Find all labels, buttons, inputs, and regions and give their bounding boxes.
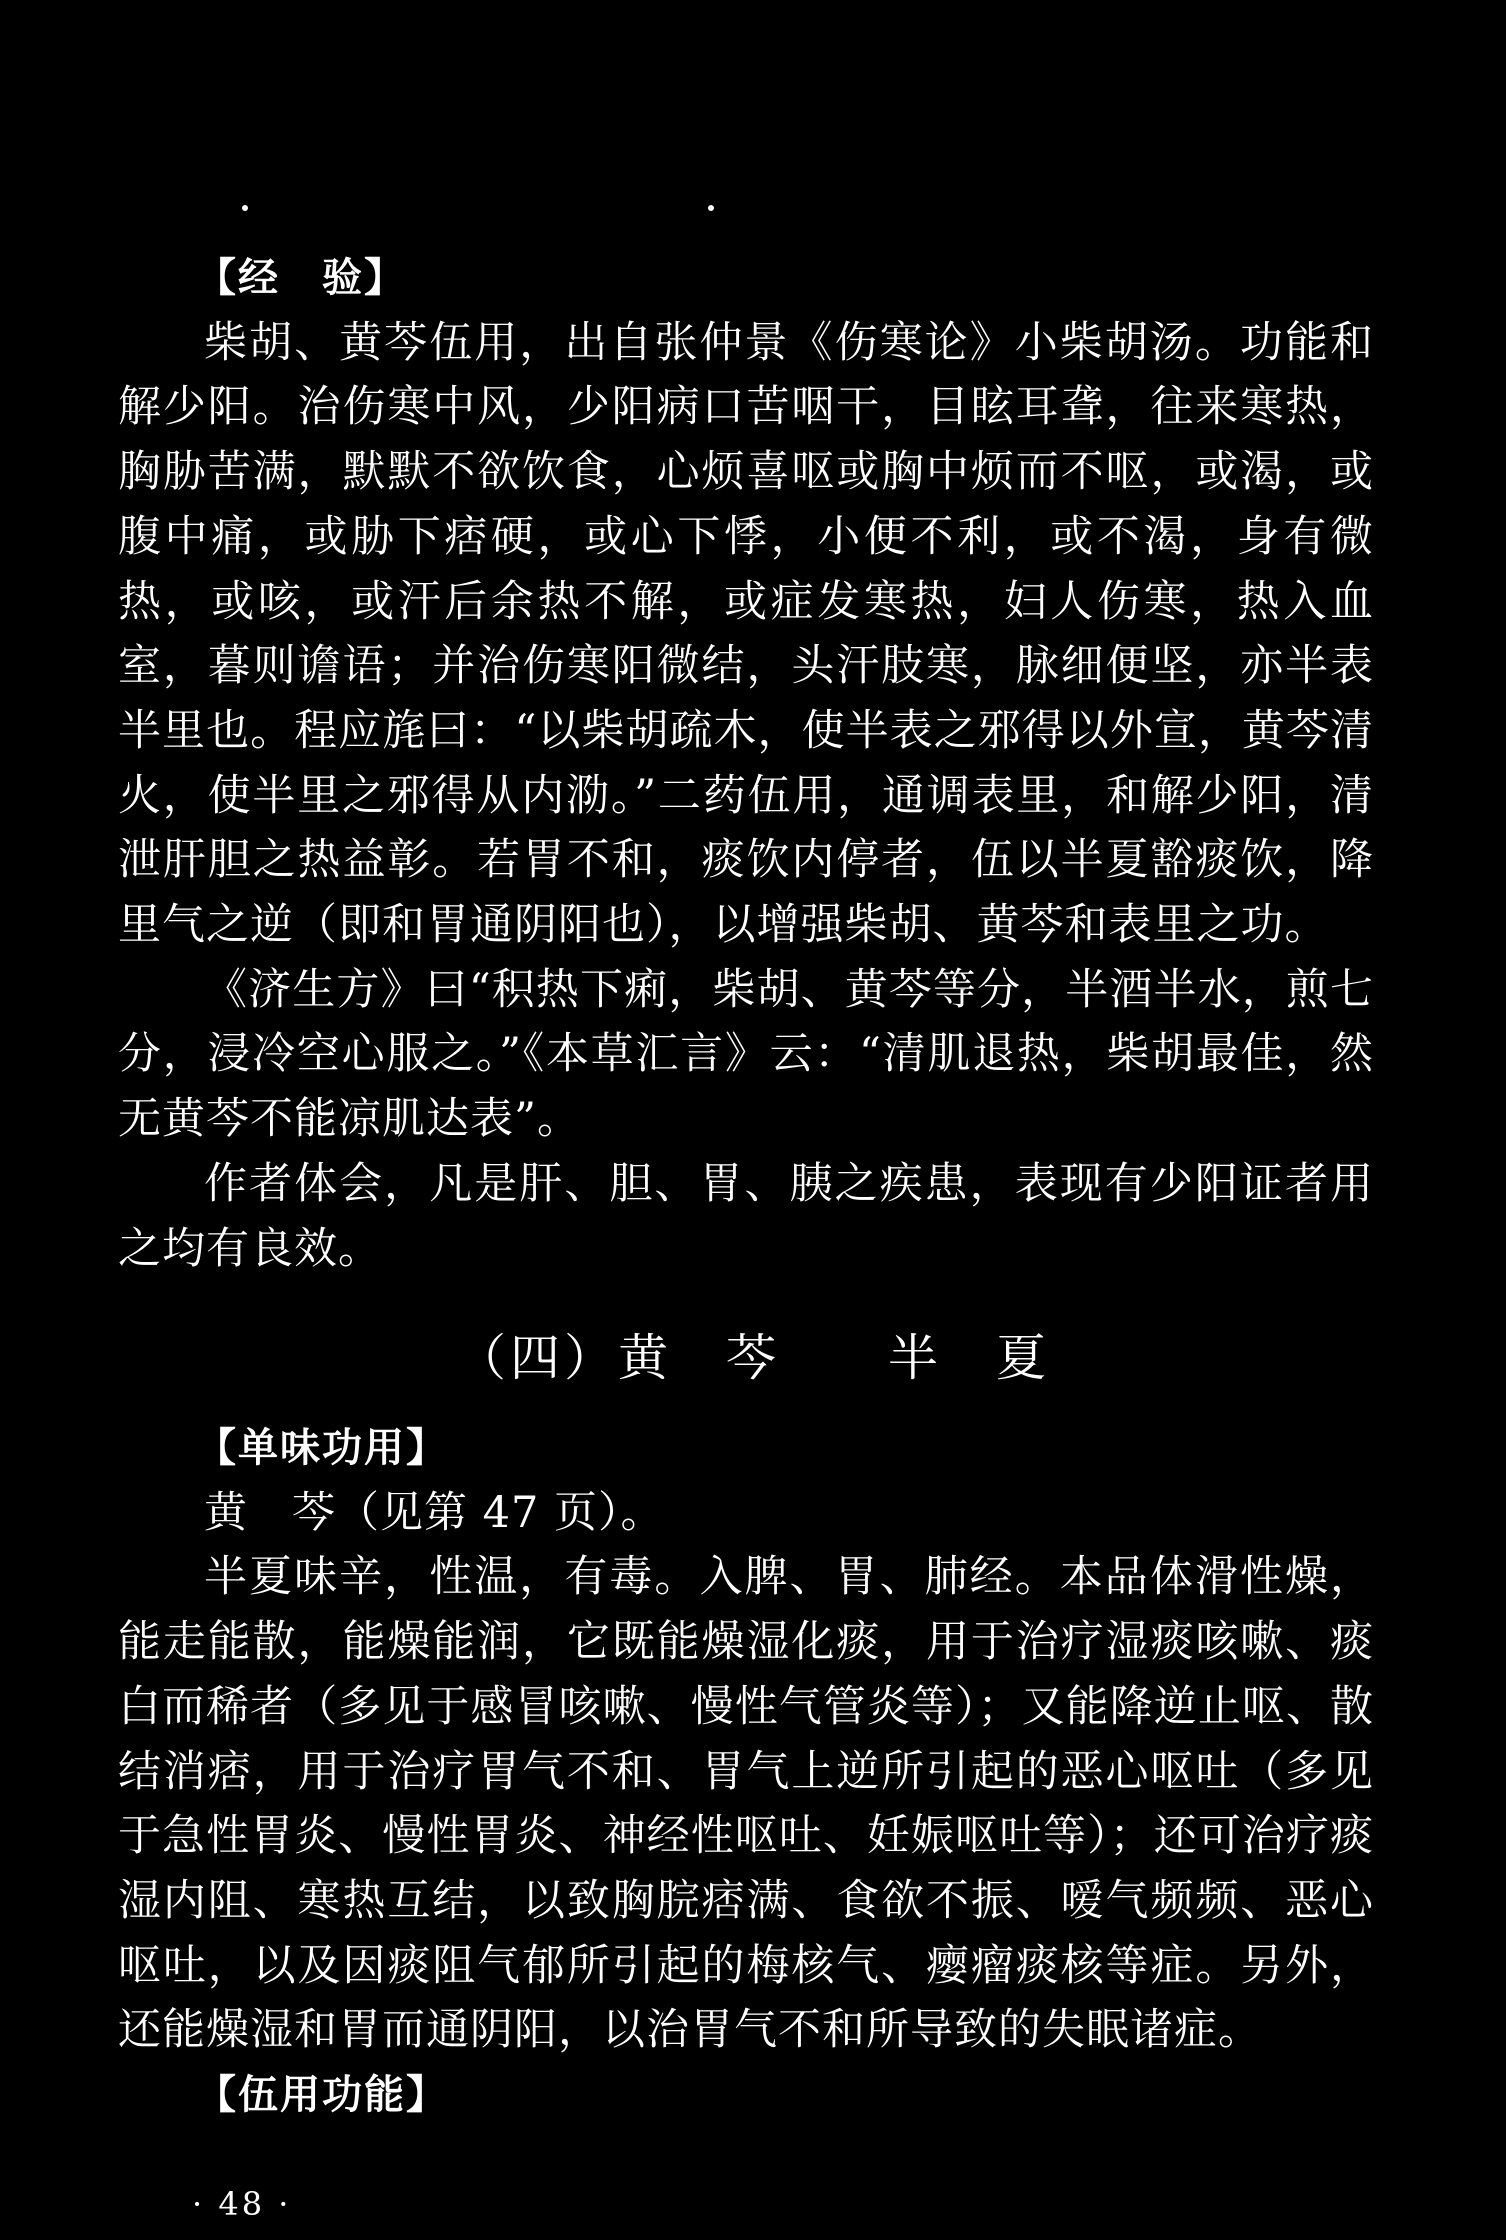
section-title: （四）黄 芩 半 夏 bbox=[456, 1329, 1050, 1387]
experience-section bbox=[118, 246, 1374, 1281]
combined-function-heading: 【伍用功能】 bbox=[196, 2072, 448, 2119]
scan-speck bbox=[708, 205, 714, 211]
single-function-heading: 【单味功用】 bbox=[196, 1425, 448, 1471]
experience-paragraph: 《济生方》曰“积热下痢，柴胡、黄芩等分，半酒半水，煎七分，浸冷空心服之。”《本草汇言》云：“清肌退热，柴胡最佳，然无黄芩不能凉肌达表”。 bbox=[118, 964, 1374, 1145]
single-function-section bbox=[118, 1416, 1374, 2128]
page-number: · 48 · bbox=[192, 2185, 292, 2223]
banxia-paragraph: 半夏味辛，性温，有毒。入脾、胃、肺经。本品体滑性燥，能走能散，能燥能润，它既能燥湿化痰，用于治疗湿痰咳嗽、痰白而稀者（多见于感冒咳嗽、慢性气管炎等）；又能降逆止呕、散结消痞，用于治疗胃气不和、胃气上逆所引起的恶心呕吐（多见于急性胃炎、慢性胃炎、神经性呕吐、妊娠呕吐等）；还可治疗痰湿内阻、寒热互结，以致胸脘痞满、食欲不振、嗳气频频、恶心呕吐，以及因痰阻气郁所引起的梅核气、瘿瘤痰核等症。另外，还能燥湿和胃而通阴阳，以治胃气不和所导致的失眠诸症。 bbox=[118, 1552, 1374, 2056]
scan-speck bbox=[242, 205, 248, 211]
experience-paragraph: 作者体会，凡是肝、胆、胃、胰之疾患，表现有少阳证者用之均有良效。 bbox=[118, 1158, 1374, 1274]
huangqin-reference: 黄 芩（见第 47 页）。 bbox=[204, 1487, 665, 1538]
experience-heading: 【经 验】 bbox=[196, 255, 406, 301]
experience-paragraph: 柴胡、黄芩伍用，出自张仲景《伤寒论》小柴胡汤。功能和解少阳。治伤寒中风，少阳病口苦咽干，目眩耳聋，往来寒热，胸胁苦满，默默不欲饮食，心烦喜呕或胸中烦而不呕，或渴，或腹中痛，或胁下痞硬，或心下悸，小便不利，或不渴，身有微热，或咳，或汗后余热不解，或症发寒热，妇人伤寒，热入血室，暮则谵语；并治伤寒阳微结，头汗肢寒，脉细便坚，亦半表半里也。程应旄曰：“以柴胡疏木，使半表之邪得以外宣，黄芩清火，使半里之邪得从内泐。”二药伍用，通调表里，和解少阳，清泄肝胆之热益彰。若胃不和，痰饮内停者，伍以半夏豁痰饮，降里气之逆（即和胃通阴阳也），以增强柴胡、黄芩和表里之功。 bbox=[118, 317, 1374, 951]
